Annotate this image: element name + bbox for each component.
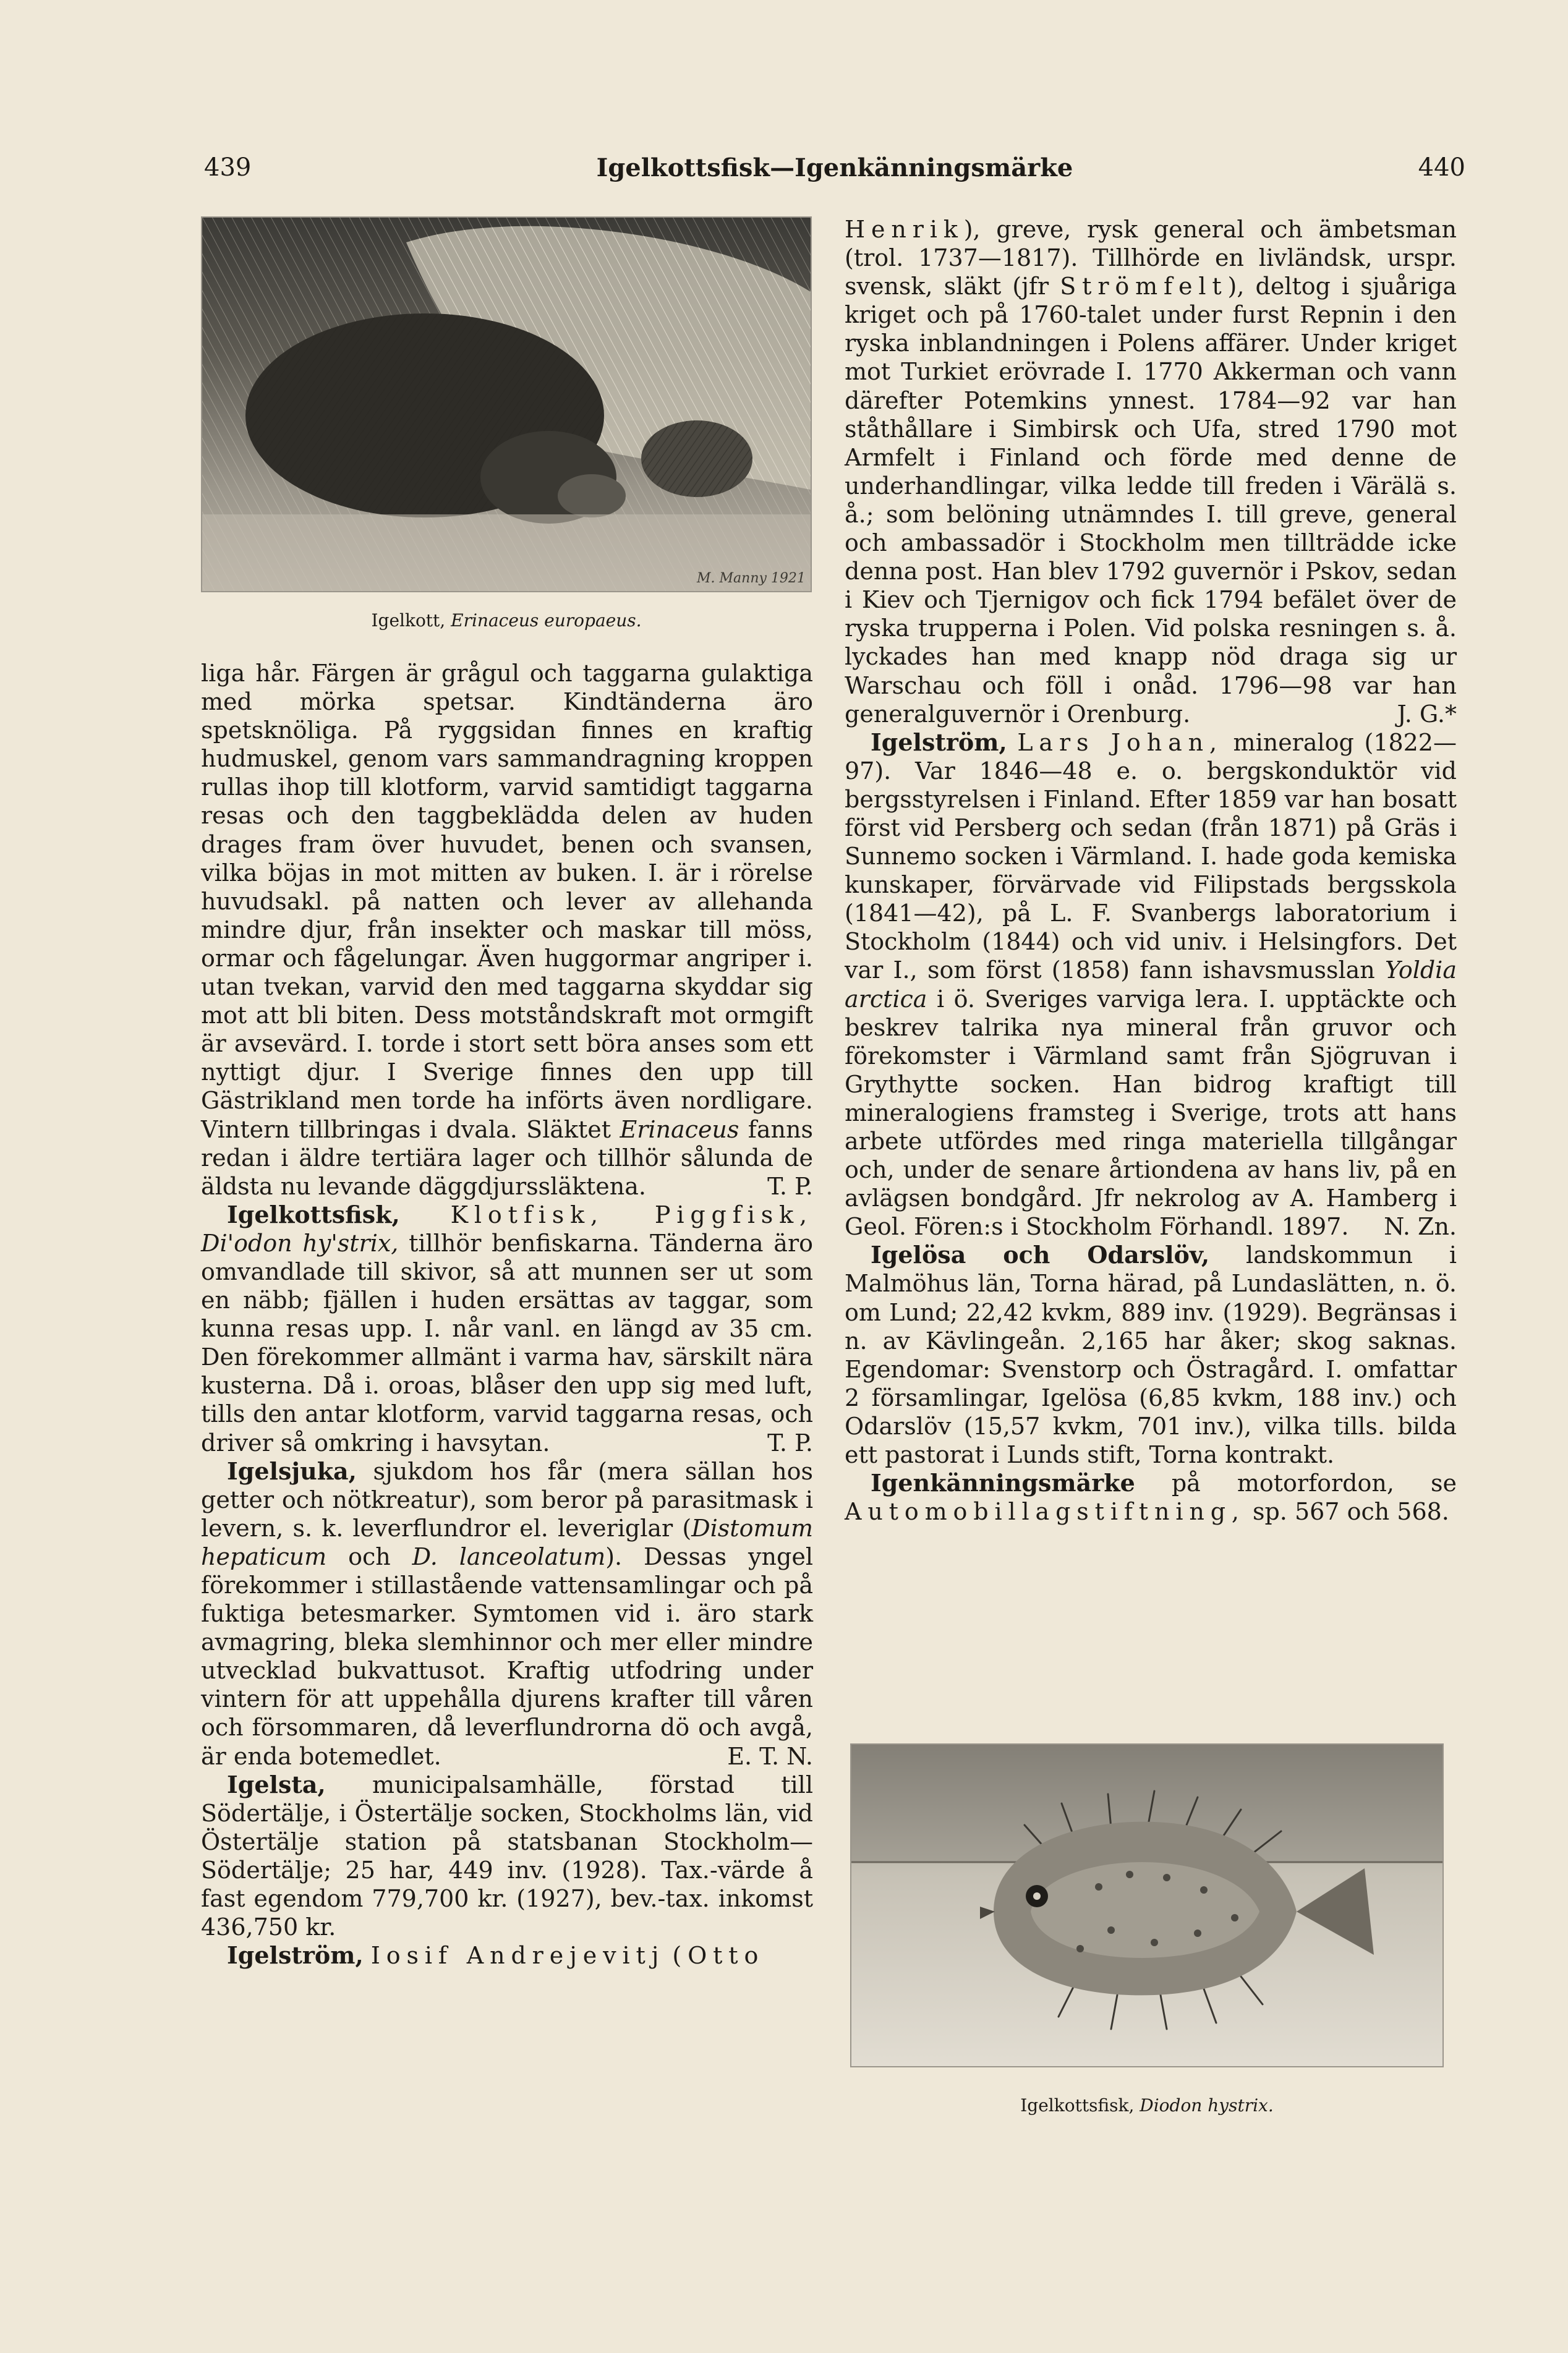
caption-latin: Diodon hystrix. <box>1140 2095 1274 2116</box>
author-signature: J. G.* <box>1397 700 1457 728</box>
entry-igelsta: Igelsta, municipalsamhälle, förstad till Södertälje, i Östertälje socken, Stockholms län, vid Östertälje station på statsbanan Stockholm—Södertälje; 25 har, 449 inv. (1928). Tax.-värde å fast egendom 779,700 kr. (1927), bev.-tax. inkomst 436,750 kr. <box>201 1770 813 1941</box>
caption-prefix: Igelkott, <box>371 610 446 631</box>
entry-headword: Igelösa och Odarslöv, <box>871 1241 1210 1269</box>
caption-prefix: Igelkottsfisk, <box>1020 2095 1135 2116</box>
entry-headword: Igelström, <box>227 1941 364 1970</box>
author-signature: E. T. N. <box>727 1742 813 1770</box>
hedgehog-illustration <box>202 218 811 591</box>
caption-latin: Erinaceus europaeus. <box>451 610 642 631</box>
entry-igelosa: Igelösa och Odarslöv, landskommun i Malmöhus län, Torna härad, på Lundaslätten, n. ö. om Lund; 22,42 kvkm, 889 inv. (1929). Begränsas i n. av Kävlingeån. 2,165 har åker; skog saknas. Egendomar: Svenstorp och Östragård. I. omfattar 2 församlingar, Igelösa (6,85 kvkm, 188 inv.) och Odarslöv (15,57 kvkm, 701 inv.), vilka tills. bilda ett pastorat i Lunds stift, Torna kontrakt. <box>845 1241 1457 1469</box>
page-number-left: 439 <box>204 153 252 182</box>
entry-igelstrom-iosif: Igelström, Iosif Andrejevitj (Otto <box>227 1941 765 1970</box>
entry-igelstrom-lars: Igelström, Lars Johan, mineralog (1822—97). Var 1846—48 e. o. bergskonduktör vid bergsstyrelsen i Finland. Efter 1859 var han bosatt först vid Persberg och sedan (från 1871) på Gräs i Sunnemo socken i Värmland. I. hade goda kemiska kunskaper, förvärvade vid Filipstads bergsskola (1841—42), på L. F. Svanbergs laboratorium i Stockholm (1844) och vid univ. i Helsingfors. Det var I., som först (1858) fann ishavsmusslan Yoldia arctica i ö. Sveriges varviga lera. I. upptäckte och beskrev talrika nya mineral från gruvor och förekomster i Värmland samt från Sjögruvan i Grythytte socken. Han bidrog kraftigt till mineralogiens framsteg i Sverige, trots att hans arbete utfördes med ringa materiella tillgångar och, under de senare årtiondena av hans liv, på en avlägsen bondgård. Jfr nekrolog av A. Hamberg i Geol. Fören:s i Stockholm Förhandl. 1897. N. Zn. <box>845 728 1457 1241</box>
porcupinefish-caption <box>850 2093 1444 2118</box>
left-column <box>201 216 813 1970</box>
hedgehog-figure <box>201 216 812 633</box>
page-number-right: 440 <box>1418 153 1465 182</box>
entry-headword: Igelkottsfisk, <box>227 1200 400 1228</box>
entry-headword: Igelström, <box>871 728 1007 756</box>
entry-headword: Igelsta, <box>227 1770 326 1798</box>
running-head <box>204 153 1465 190</box>
right-column <box>845 215 1457 1526</box>
porcupinefish-figure <box>850 1743 1444 2118</box>
porcupinefish-photo <box>850 1743 1444 2067</box>
entry-headword: Igenkänningsmärke <box>871 1469 1135 1497</box>
author-signature: T. P. <box>767 1429 813 1457</box>
entry-igelkott-cont: liga hår. Färgen är grågul och taggarna gulaktiga med mörka spetsar. Kindtänderna äro spetsknöliga. På ryggsidan finnes en kraftig hudmuskel, genom vars sammandragning kroppen rullas ihop till klotform, varvid samtidigt taggarna resas och den taggbeklädda delen av huden drages fram över huvudet, benen och svansen, vilka böjas in mot mitten av buken. I. är i rörelse huvudsakl. på natten och lever av allehanda mindre djur, från insekter och maskar till möss, ormar och fågelungar. Även huggormar angriper i. utan tvekan, varvid den med taggarna skyddar sig mot att bli biten. Dess motståndskraft mot ormgift är avsevärd. I. torde i stort sett böra anses som ett nyttigt djur. I Sverige finnes den upp till Gästrikland men torde ha införts även nordligare. Vintern tillbringas i dvala. Släktet Erinaceus fanns redan i äldre tertiära lager och tillhör sålunda de äldsta nu levande däggdjurssläktena. T. P. <box>201 660 813 1200</box>
entry-igelkottsfisk: Igelkottsfisk, Klotfisk, Piggfisk, Di'odon hy'strix, tillhör benfiskarna. Tänderna äro omvandlade till skivor, så att munnen ser ut som en näbb; fjällen i huden ersättas av taggar, som kunna resas upp. I. når vanl. en längd av 35 cm. Den förekommer allmänt i varma hav, särskilt nära kusterna. Då i. oroas, blåser den upp sig med luft, tills den antar klotform, varvid taggarna resas, och driver så omkring i havsytan. T. P. <box>201 1200 813 1457</box>
author-signature: T. P. <box>767 1172 813 1200</box>
entry-headword: Igelsjuka, <box>227 1457 357 1485</box>
entry-igenkanningsmarke: Igenkänningsmärke på motorfordon, se Automobillagstiftning, sp. 567 och 568. <box>845 1469 1457 1526</box>
author-signature: N. Zn. <box>1384 1213 1457 1241</box>
entry-igelstrom-iosif-cont: Henrik), greve, rysk general och ämbetsman (trol. 1737—1817). Tillhörde en livländsk, urspr. svensk, släkt (jfr Strömfelt), deltog i sjuåriga kriget och på 1760-talet under furst Repnin i den ryska inblandningen i Polens affärer. Under kriget mot Turkiet erövrade I. 1770 Akkerman och vann därefter Potemkins ynnest. 1784—92 var han ståthållare i Simbirsk och Ufa, stred 1790 mot Armfelt i Finland och förde med denne de underhandlingar, vilka ledde till freden i Värälä s. å.; som belöning utnämndes I. till greve, general och ambassadör i Stockholm men tillträdde icke denna post. Han blev 1792 guvernör i Pskov, sedan i Kiev och Tjernigov och fick 1794 befälet över de ryska trupperna i Polen. Vid polska resningen s. å. lyckades han med knapp nöd draga sig ur Warschau och föll i onåd. 1796—98 var han generalguvernör i Orenburg. J. G.* <box>845 216 1457 728</box>
entry-igelsjuka: Igelsjuka, sjukdom hos får (mera sällan hos getter och nötkreatur), som beror på parasitmask i levern, s. k. leverflundror el. leveriglar (Distomum hepaticum och D. lanceolatum). Dessas yngel förekommer i stillastående vattensamlingar och på fuktiga betesmarker. Symtomen vid i. äro stark avmagring, bleka slemhinnor och mer eller mindre utvecklad bukvattusot. Kraftig utfodring under vintern för att uppehålla djurens krafter till våren och försommaren, då leverflundrorna dö och avgå, är enda botemedlet. E. T. N. <box>201 1457 813 1770</box>
hedgehog-caption <box>201 608 812 633</box>
artist-signature: M. Manny 1921 <box>697 571 806 586</box>
running-title: Igelkottsfisk—Igenkänningsmärke <box>596 153 1073 182</box>
hedgehog-photo <box>201 216 812 592</box>
porcupinefish-illustration <box>851 1745 1442 2066</box>
